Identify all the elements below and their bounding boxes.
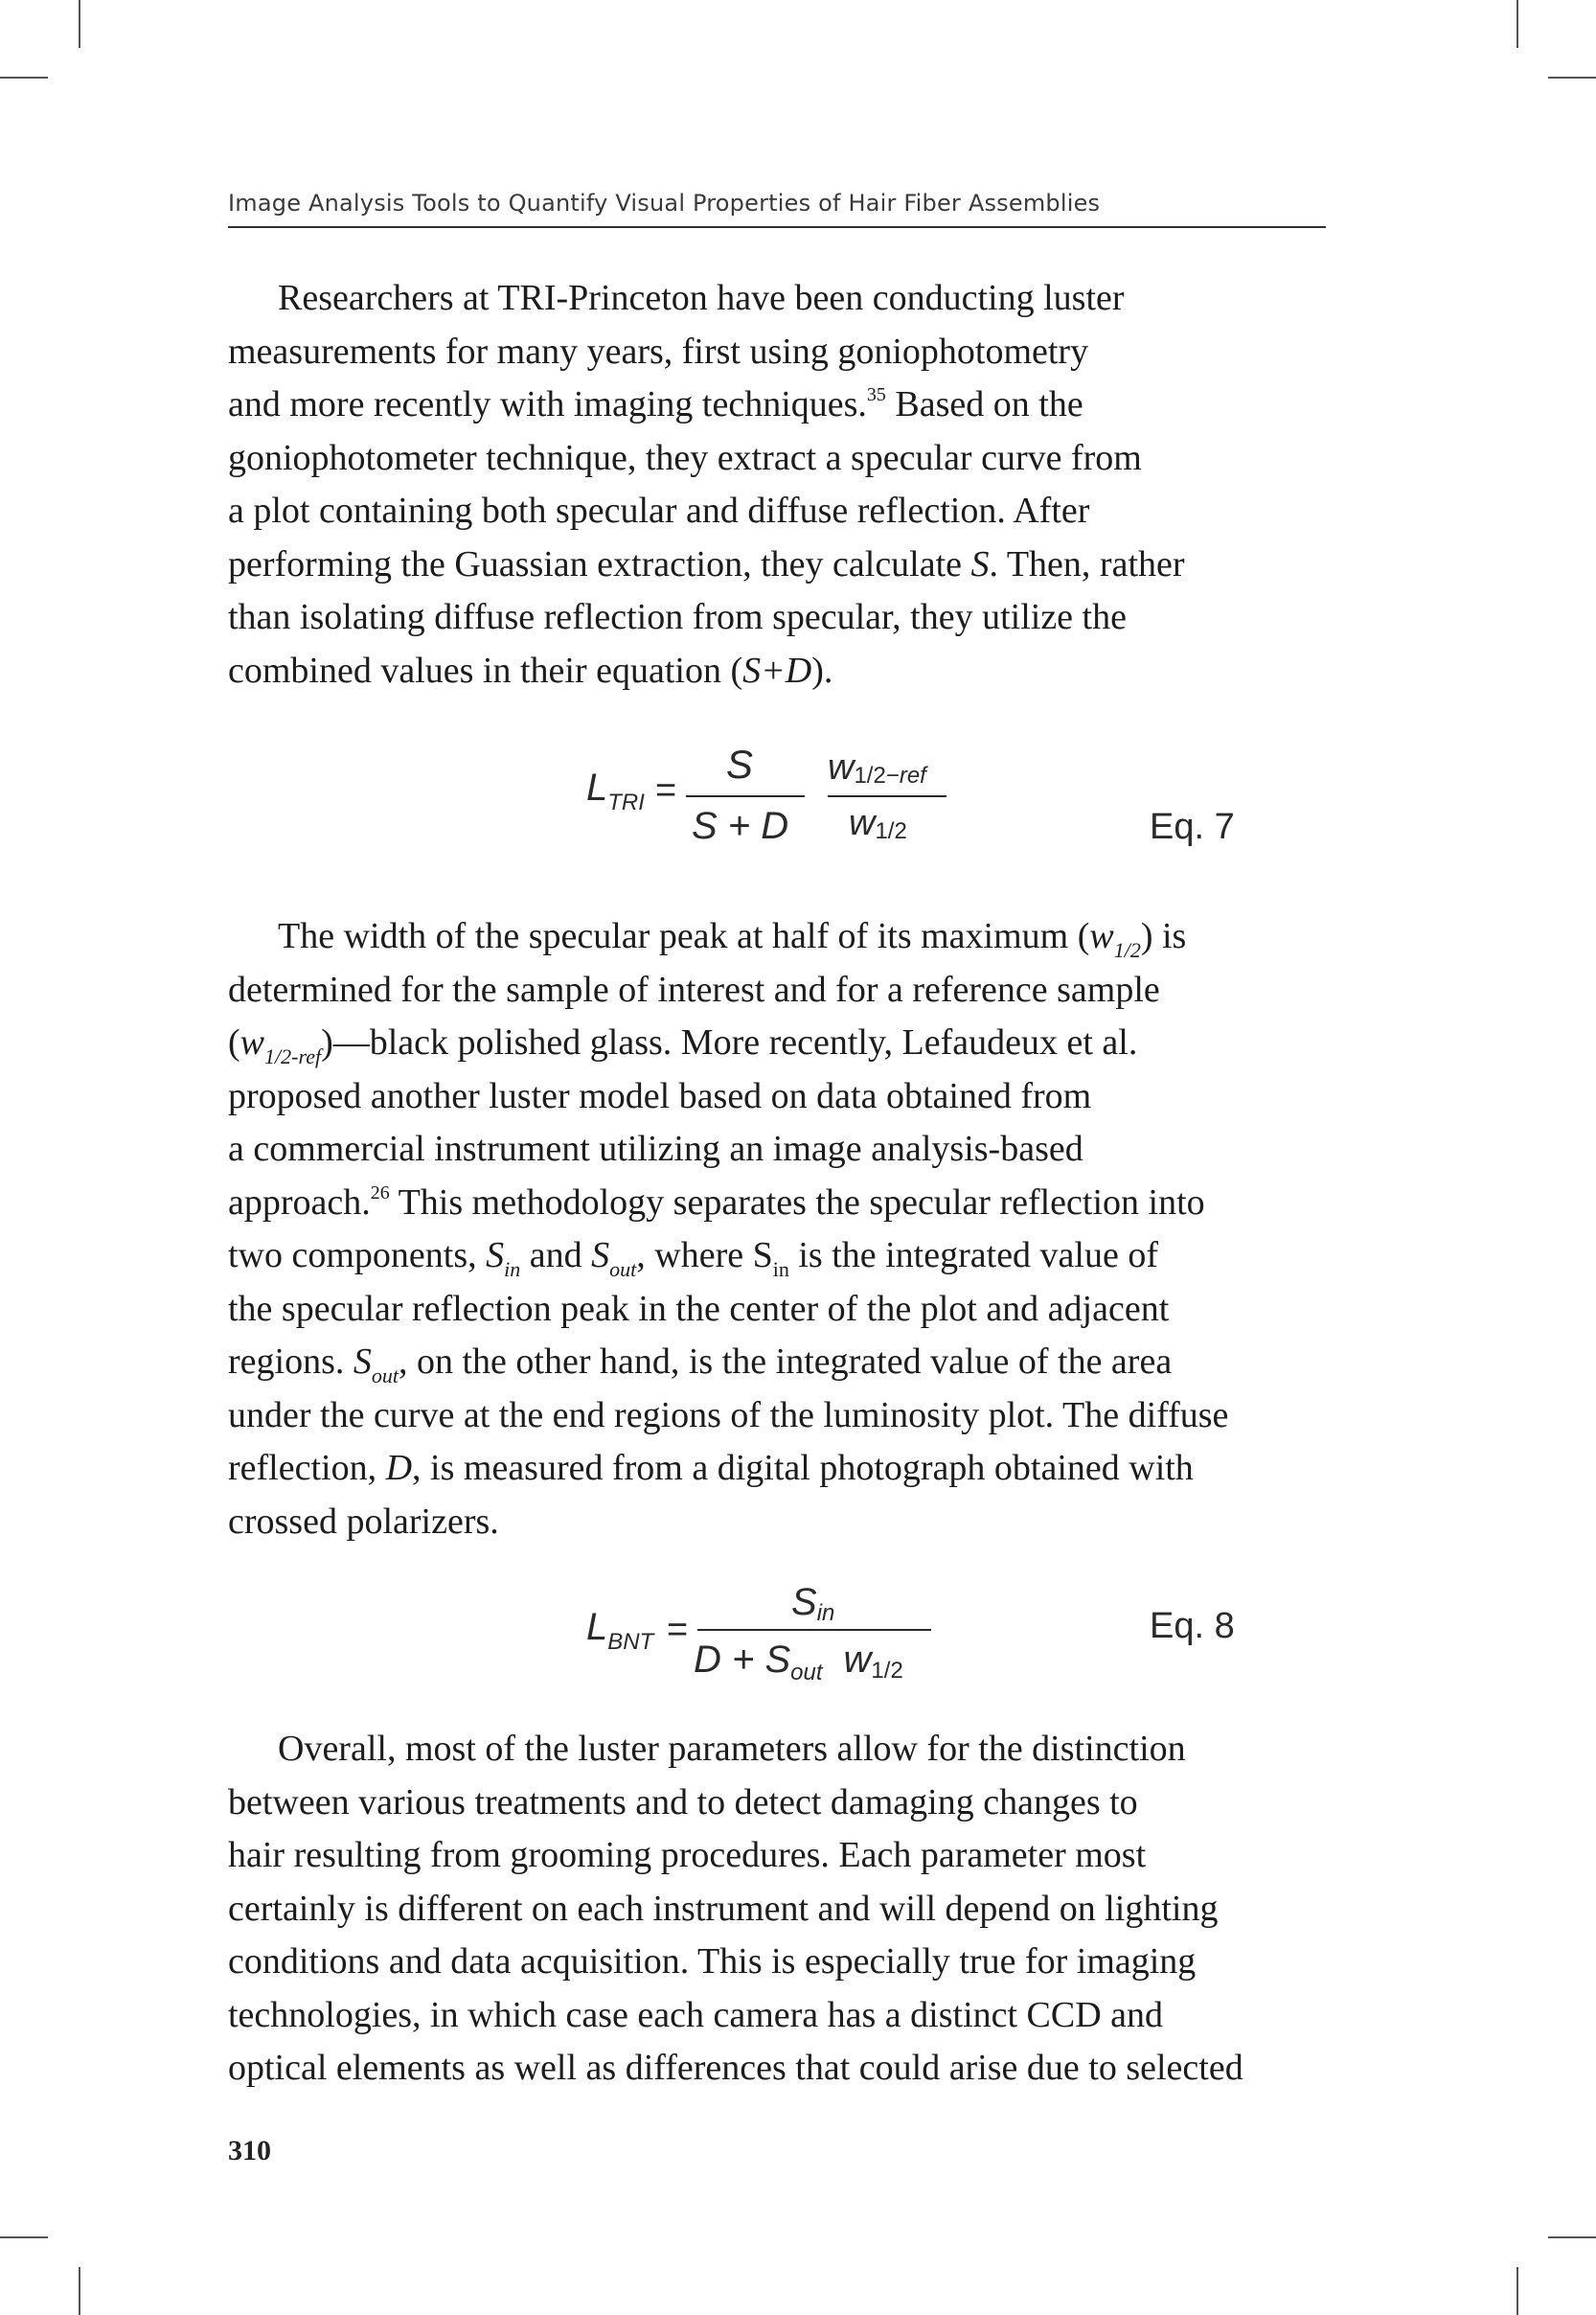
eq7-fraction-bar-2 [828,795,946,797]
citation: 26 [370,1181,390,1203]
crop-mark [1548,2236,1596,2238]
text-line: certainly is different on each instrument and will depend on lighting [228,1888,1219,1929]
eq7-lhs: $L_{TRI}$ [586,767,645,815]
citation: 35 [866,384,886,405]
text-line: under the curve at the end regions of the luminosity plot. The diffuse [228,1394,1229,1435]
eq8-fraction-bar [697,1629,931,1631]
crop-mark [0,77,48,79]
eq8-numerator: $S_{in}$ [791,1581,835,1626]
text-line: between various treatments and to detect damaging changes to [228,1781,1138,1822]
eq7-equals: = [655,770,677,811]
text-line: $(w_{1/2-ref})—black$ polished glass. More recently, Lefaudeux et al. [228,1022,1138,1068]
paragraph-3 [228,1723,1330,2096]
eq7-denominator-1: S + D [692,805,789,847]
text-line: hair resulting from grooming procedures. Each parameter most [228,1835,1147,1875]
paragraph-2 [228,910,1330,1548]
running-head: Image Analysis Tools to Quantify Visual Properties of Hair Fiber Assemblies [228,190,1101,217]
text-line: goniophotometer technique, they extract a specular curve from [228,437,1142,478]
eq8-denominator: $D + S_{out}$ $w_{1/2}$ [694,1639,903,1685]
crop-mark [1516,2267,1518,2315]
text-line: a plot containing both specular and diffuse reflection. After [228,491,1090,531]
text-line: and more recently with imaging techniques.$^{35}$ Based on the [228,384,1083,424]
header-rule [228,226,1326,228]
eq7-denominator-2: $w_{1/2}$ [849,803,907,844]
text-line: Researchers at TRI-Princeton have been conducting luster [278,278,1125,318]
text-line: The width of the specular peak at half of its maximum $(w_{1/2})$ is [278,916,1187,962]
paragraph-1 [228,272,1330,698]
eq7-label: Eq. 7 [1150,807,1235,847]
eq7-numerator-2: $w_{1/2-ref}$ [828,747,926,789]
eq7-fraction-bar-1 [686,795,805,797]
text-line: two components, $S_{in}$ and $S_{out}$, where $S_{in}$ is the integrated value of [228,1235,1158,1281]
eq7-numerator-1: S [726,742,754,787]
crop-mark [79,2267,80,2315]
text-line: performing the Guassian extraction, they calculate S. Then, rather [228,543,1185,584]
text-line: conditions and data acquisition. This is especially true for imaging [228,1941,1197,1982]
eq8-lhs: $L_{BNT}$ [586,1606,654,1655]
crop-mark [1516,0,1518,48]
text-line: combined values in their equation (S+D). [228,650,833,691]
crop-mark [0,2236,48,2238]
page-number: 310 [228,2135,271,2166]
text-line: optical elements as well as differences that could arise due to selected [228,2048,1243,2088]
text-line: reflection, D, is measured from a digital photograph obtained with [228,1448,1194,1488]
text-line: the specular reflection peak in the center of the plot and adjacent [228,1288,1170,1329]
crop-mark [79,0,80,48]
text-line: regions. $S_{out}$, on the other hand, is the integrated value of the area [228,1341,1173,1387]
text-line: crossed polarizers. [228,1501,499,1542]
eq8-equals: = [667,1610,689,1650]
text-line: determined for the sample of interest and for a reference sample [228,969,1160,1010]
text-line: than isolating diffuse reflection from specular, they utilize the [228,597,1127,637]
text-line: Overall, most of the luster parameters allow for the distinction [278,1729,1186,1769]
crop-mark [1548,77,1596,79]
text-line: proposed another luster model based on data obtained from [228,1075,1092,1116]
text-line: a commercial instrument utilizing an image analysis-based [228,1129,1083,1169]
text-line: approach.$^{26}$ This methodology separates the specular reflection into [228,1181,1205,1223]
text-line: measurements for many years, first using goniophotometry [228,331,1089,372]
text-line: technologies, in which case each camera has a distinct CCD and [228,1994,1164,2035]
eq8-label: Eq. 8 [1150,1606,1235,1646]
